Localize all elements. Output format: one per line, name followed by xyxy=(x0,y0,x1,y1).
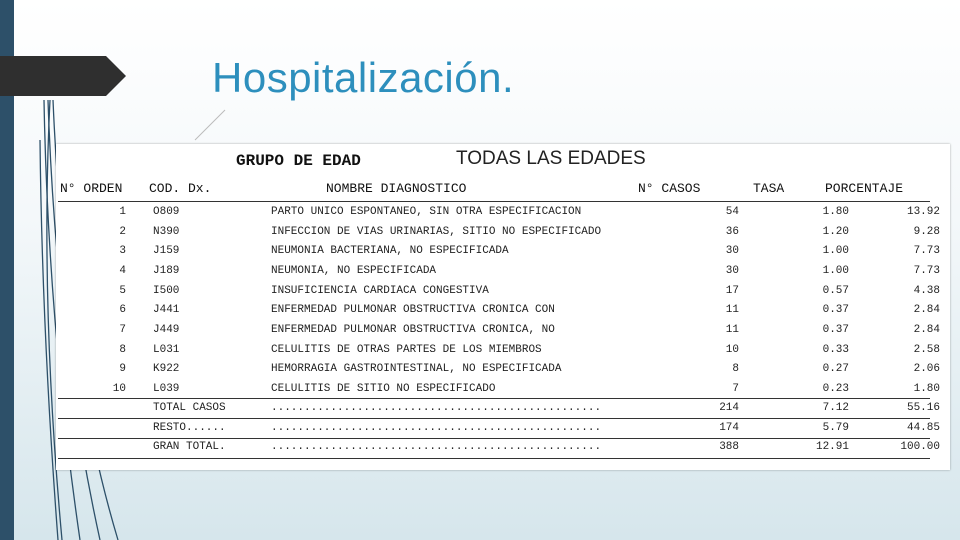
group-value: TODAS LAS EDADES xyxy=(456,148,646,169)
totals-cases: 214 xyxy=(719,401,739,414)
slide-title: Hospitalización. xyxy=(212,54,515,101)
row-cases: 54 xyxy=(725,205,739,218)
row-rate: 1.00 xyxy=(822,245,849,258)
totals-spacer xyxy=(56,398,126,418)
row-name: PARTO UNICO ESPONTANEO, SIN OTRA ESPECIFICACION xyxy=(271,205,582,218)
totals-row xyxy=(56,418,940,438)
row-cases: 8 xyxy=(732,363,739,376)
row-code: K922 xyxy=(153,363,180,376)
row-order: 8 xyxy=(119,343,126,356)
row-cases: 30 xyxy=(725,264,739,277)
row-order: 10 xyxy=(112,383,126,396)
row-name: CELULITIS DE SITIO NO ESPECIFICADO xyxy=(271,383,496,396)
row-percent: 7.73 xyxy=(913,264,940,277)
totals-row xyxy=(56,437,940,457)
totals-leader: .................................................. xyxy=(271,441,602,454)
row-cases: 7 xyxy=(732,383,739,396)
table-row xyxy=(56,222,940,242)
row-rate: 1.80 xyxy=(822,205,849,218)
table-row xyxy=(56,340,940,360)
row-percent: 1.80 xyxy=(913,383,940,396)
totals-leader: .................................................. xyxy=(271,401,602,414)
table-row xyxy=(56,360,940,380)
row-name: NEUMONIA BACTERIANA, NO ESPECIFICADA xyxy=(271,245,509,258)
totals-rate: 5.79 xyxy=(822,421,849,434)
row-cases: 30 xyxy=(725,245,739,258)
row-name: ENFERMEDAD PULMONAR OBSTRUCTIVA CRONICA, NO xyxy=(271,323,555,336)
row-percent: 13.92 xyxy=(906,205,940,218)
row-rate: 0.37 xyxy=(822,323,849,336)
report-image xyxy=(56,144,950,470)
row-rate: 0.27 xyxy=(822,363,849,376)
totals-rate: 12.91 xyxy=(815,441,849,454)
row-cases: 36 xyxy=(725,225,739,238)
header-rate: TASA xyxy=(753,181,785,196)
row-code: L031 xyxy=(153,343,180,356)
row-rate: 1.00 xyxy=(822,264,849,277)
table-row xyxy=(56,320,940,340)
totals-rate: 7.12 xyxy=(822,401,849,414)
row-code: J449 xyxy=(153,323,180,336)
totals-spacer xyxy=(56,437,126,457)
row-rate: 0.37 xyxy=(822,304,849,317)
row-code: L039 xyxy=(153,383,180,396)
row-cases: 11 xyxy=(725,304,739,317)
row-order: 9 xyxy=(119,363,126,376)
row-cases: 10 xyxy=(725,343,739,356)
row-percent: 7.73 xyxy=(913,245,940,258)
row-code: N390 xyxy=(153,225,180,238)
row-rate: 0.57 xyxy=(822,284,849,297)
row-cases: 11 xyxy=(725,323,739,336)
row-order: 3 xyxy=(119,245,126,258)
totals-percent: 44.85 xyxy=(906,421,940,434)
row-percent: 9.28 xyxy=(913,225,940,238)
row-percent: 2.58 xyxy=(913,343,940,356)
table-row xyxy=(56,202,940,222)
row-name: NEUMONIA, NO ESPECIFICADA xyxy=(271,264,437,277)
table-row xyxy=(56,300,940,320)
row-order: 7 xyxy=(119,323,126,336)
table-row xyxy=(56,241,940,261)
header-name: NOMBRE DIAGNOSTICO xyxy=(326,181,467,196)
row-name: INSUFICIENCIA CARDIACA CONGESTIVA xyxy=(271,284,489,297)
row-name: CELULITIS DE OTRAS PARTES DE LOS MIEMBROS xyxy=(271,343,542,356)
table-row xyxy=(56,379,940,399)
header-percent: PORCENTAJE xyxy=(825,181,904,196)
row-rate: 1.20 xyxy=(822,225,849,238)
row-order: 5 xyxy=(119,284,126,297)
row-name: HEMORRAGIA GASTROINTESTINAL, NO ESPECIFICADA xyxy=(271,363,562,376)
row-order: 4 xyxy=(119,264,126,277)
totals-divider-4 xyxy=(58,458,930,459)
header-code: COD. Dx. xyxy=(149,181,212,196)
totals-label: RESTO...... xyxy=(153,421,226,434)
row-percent: 2.06 xyxy=(913,363,940,376)
diagnosis-table xyxy=(56,202,940,399)
row-percent: 2.84 xyxy=(913,323,940,336)
row-code: I500 xyxy=(153,284,180,297)
header-cases: N° CASOS xyxy=(638,181,701,196)
totals-percent: 55.16 xyxy=(906,401,940,414)
totals-percent: 100.00 xyxy=(900,441,940,454)
row-rate: 0.33 xyxy=(822,343,849,356)
row-order: 6 xyxy=(119,304,126,317)
table-row xyxy=(56,281,940,301)
totals-cases: 388 xyxy=(719,441,739,454)
group-label: GRUPO DE EDAD xyxy=(236,152,361,170)
totals-label: TOTAL CASOS xyxy=(153,401,226,414)
row-name: INFECCION DE VIAS URINARIAS, SITIO NO ESPECIFICADO xyxy=(271,225,602,238)
totals-spacer xyxy=(56,418,126,438)
row-order: 1 xyxy=(119,205,126,218)
row-code: O809 xyxy=(153,205,180,218)
table-row xyxy=(56,261,940,281)
title-tab-shape xyxy=(0,56,126,96)
totals-row xyxy=(56,398,940,418)
header-order: N° ORDEN xyxy=(60,181,123,196)
totals-table xyxy=(56,398,940,457)
row-percent: 2.84 xyxy=(913,304,940,317)
row-code: J189 xyxy=(153,264,180,277)
row-name: ENFERMEDAD PULMONAR OBSTRUCTIVA CRONICA CON xyxy=(271,304,555,317)
totals-cases: 174 xyxy=(719,421,739,434)
row-cases: 17 xyxy=(725,284,739,297)
row-code: J159 xyxy=(153,245,180,258)
row-code: J441 xyxy=(153,304,180,317)
row-order: 2 xyxy=(119,225,126,238)
totals-leader: .................................................. xyxy=(271,421,602,434)
totals-label: GRAN TOTAL. xyxy=(153,441,226,454)
row-rate: 0.23 xyxy=(822,383,849,396)
row-percent: 4.38 xyxy=(913,284,940,297)
